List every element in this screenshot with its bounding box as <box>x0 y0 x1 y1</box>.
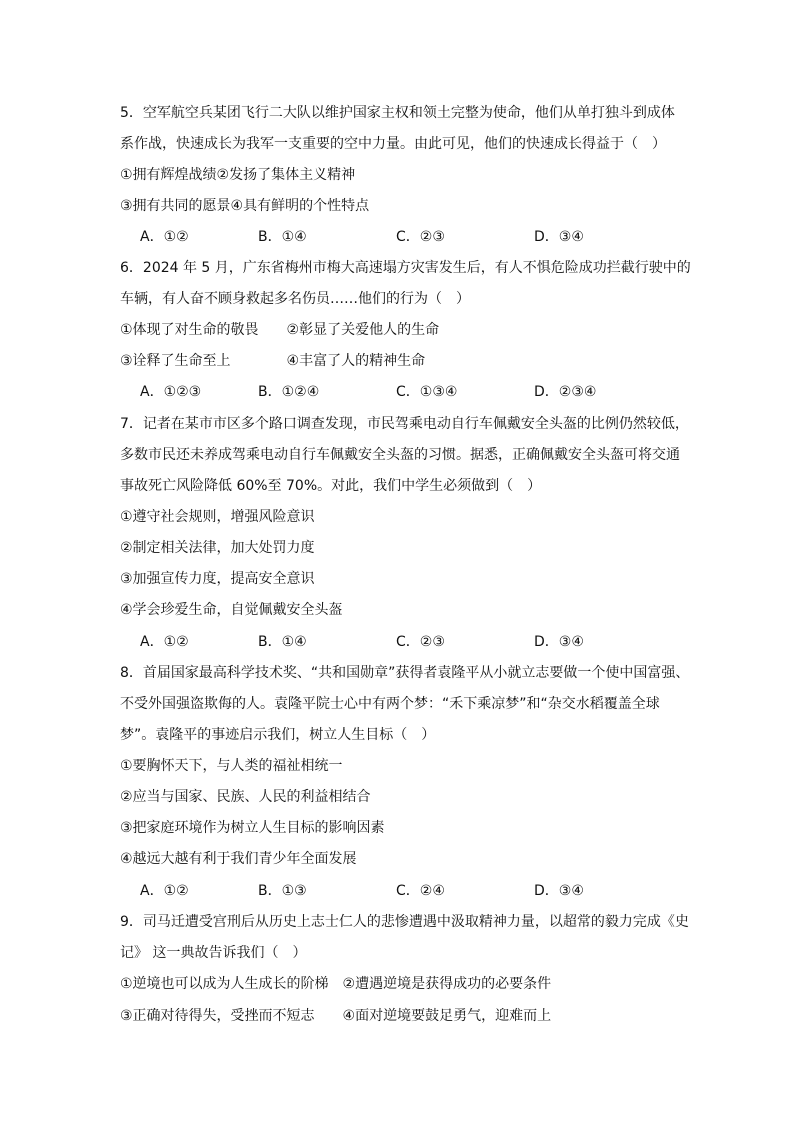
q5-option-a: A．①② <box>140 229 189 245</box>
q8-statement-1: ①要胸怀天下，与人类的福祉相统一 <box>120 758 343 774</box>
q7-statement-1: ①遵守社会规则，增强风险意识 <box>120 509 315 525</box>
q7-stem-line-1: 7．记者在某市市区多个路口调查发现，市民驾乘电动自行车佩戴安全头盔的比例仍然较低， <box>120 416 689 432</box>
q6-options <box>140 382 660 402</box>
q8-option-c: C．②④ <box>396 883 445 899</box>
q8-statement-3: ③把家庭环境作为树立人生目标的影响因素 <box>120 820 385 836</box>
q5-option-b: B．①④ <box>258 229 307 245</box>
q5-options <box>140 227 660 247</box>
q6-option-a: A．①②③ <box>140 384 202 400</box>
q7-option-d: D．③④ <box>534 634 584 650</box>
q7-option-b: B．①④ <box>258 634 307 650</box>
q9-statement-3-4: ③正确对待得失，受挫而不短志 ④面对逆境要鼓足勇气，迎难而上 <box>120 1008 552 1024</box>
q8-option-d: D．③④ <box>534 883 584 899</box>
q7-options <box>140 632 660 652</box>
q5-stem-line-2: 系作战，快速成长为我军一支重要的空中力量。由此可见，他们的快速成长得益于（ ） <box>120 136 666 152</box>
q7-stem-line-2: 多数市民还未养成驾乘电动自行车佩戴安全头盔的习惯。据悉，正确佩戴安全头盔可将交通 <box>120 447 680 463</box>
q7-statement-4: ④学会珍爱生命，自觉佩戴安全头盔 <box>120 602 343 618</box>
q7-statement-3: ③加强宣传力度，提高安全意识 <box>120 571 315 587</box>
q8-options <box>140 881 660 901</box>
q5-statement-1-2: ①拥有辉煌战绩②发扬了集体主义精神 <box>120 167 356 183</box>
q5-statement-3-4: ③拥有共同的愿景④具有鲜明的个性特点 <box>120 198 370 214</box>
q9-stem-line-2: 记》 这一典故告诉我们（ ） <box>120 945 307 961</box>
q8-stem-line-2: 不受外国强盗欺侮的人。袁隆平院士心中有两个梦：“禾下乘凉梦”和“杂交水稻覆盖全球 <box>120 696 660 712</box>
q5-option-d: D．③④ <box>534 229 584 245</box>
q7-stem-line-3: 事故死亡风险降低 60%至 70%。对此，我们中学生必须做到（ ） <box>120 478 542 494</box>
q6-statement-1-2: ①体现了对生命的敬畏 ②彰显了关爱他人的生命 <box>120 322 440 338</box>
q6-option-c: C．①③④ <box>396 384 458 400</box>
q7-option-a: A．①② <box>140 634 189 650</box>
q6-stem-line-2: 车辆，有人奋不顾身救起多名伤员……他们的行为（ ） <box>120 291 470 307</box>
q5-option-c: C．②③ <box>396 229 445 245</box>
q8-stem-line-3: 梦”。袁隆平的事迹启示我们，树立人生目标（ ） <box>120 727 436 743</box>
q8-statement-2: ②应当与国家、民族、人民的利益相结合 <box>120 789 371 805</box>
q8-stem-line-1: 8．首届国家最高科学技术奖、“共和国勋章”获得者袁隆平从小就立志要做一个使中国富强、 <box>120 665 690 681</box>
q7-option-c: C．②③ <box>396 634 445 650</box>
q9-statement-1-2: ①逆境也可以成为人生成长的阶梯 ②遭遇逆境是获得成功的必要条件 <box>120 976 552 992</box>
q5-stem-line-1: 5．空军航空兵某团飞行二大队以维护国家主权和领土完整为使命，他们从单打独斗到成体 <box>120 105 675 121</box>
q7-statement-2: ②制定相关法律，加大处罚力度 <box>120 540 315 556</box>
q6-option-d: D．②③④ <box>534 384 597 400</box>
q6-stem-line-1: 6．2024 年 5 月，广东省梅州市梅大高速塌方灾害发生后，有人不惧危险成功拦截行驶中的 <box>120 260 691 276</box>
q8-statement-4: ④越远大越有利于我们青少年全面发展 <box>120 851 357 867</box>
q6-statement-3-4: ③诠释了生命至上 ④丰富了人的精神生命 <box>120 353 426 369</box>
q8-option-b: B．①③ <box>258 883 307 899</box>
q6-option-b: B．①②④ <box>258 384 320 400</box>
q9-stem-line-1: 9．司马迁遭受宫刑后从历史上志士仁人的悲惨遭遇中汲取精神力量，以超常的毅力完成《史 <box>120 914 689 930</box>
q8-option-a: A．①② <box>140 883 189 899</box>
